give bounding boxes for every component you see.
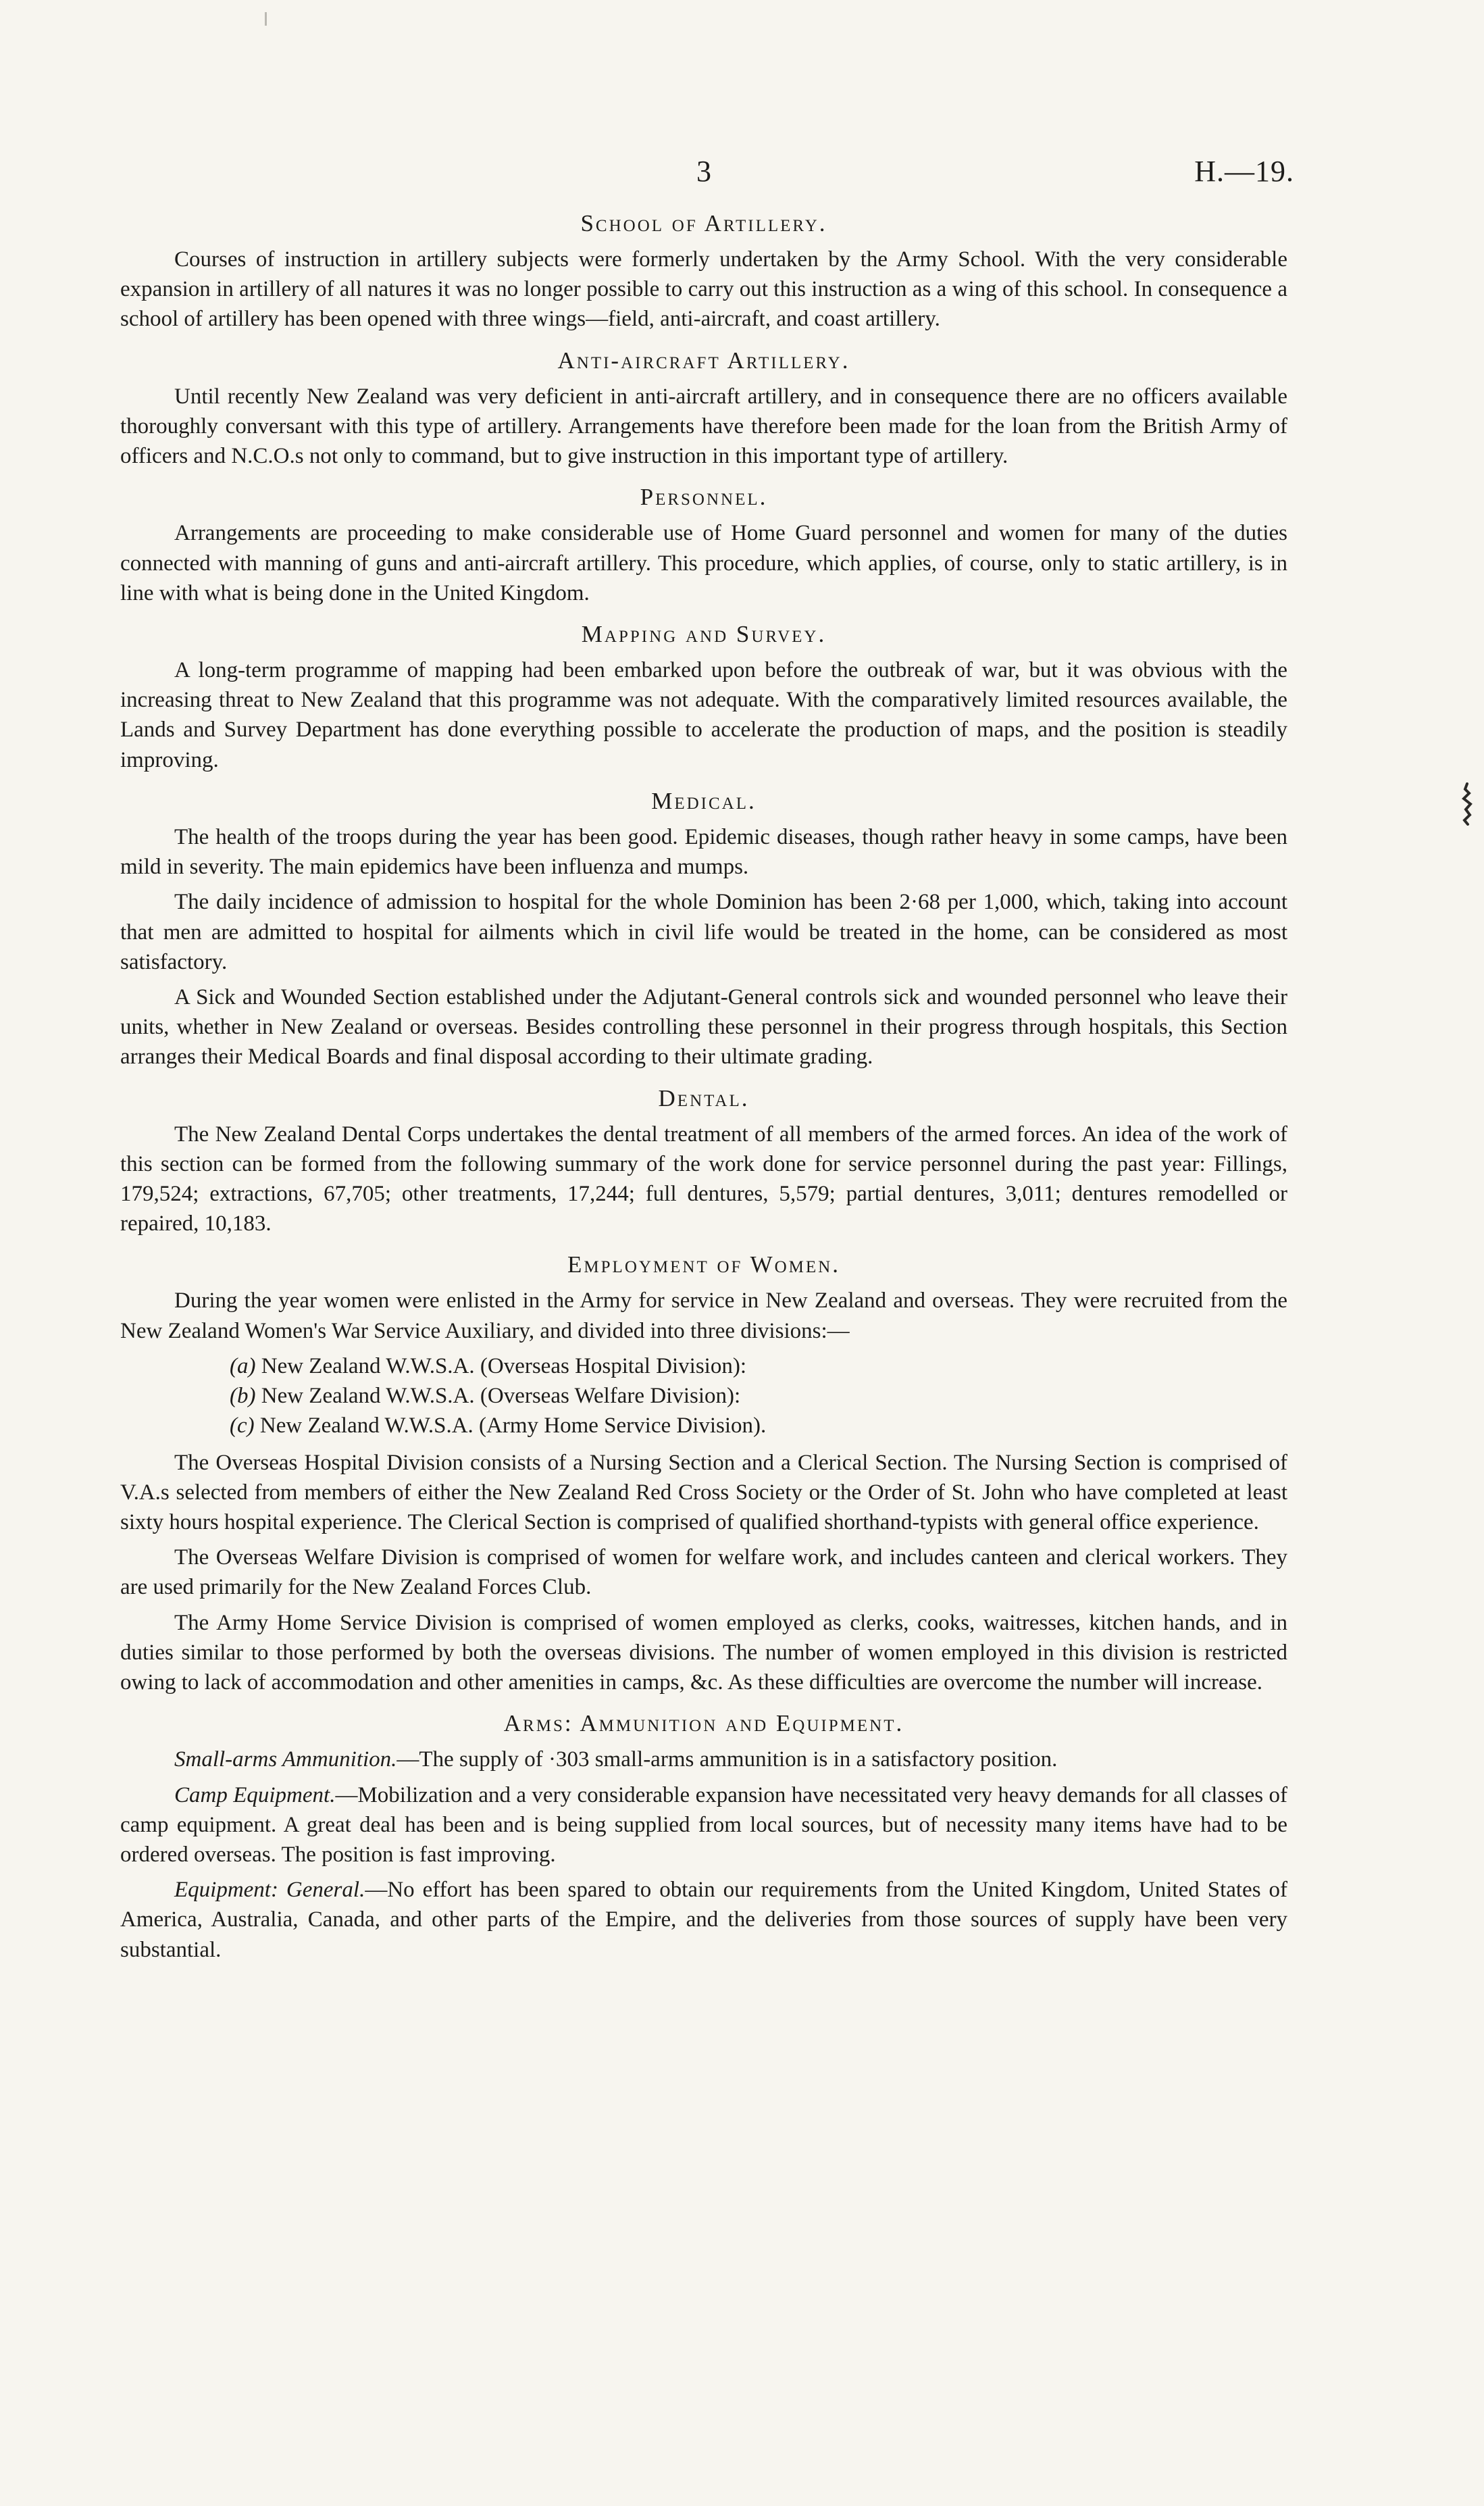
list-item: [230, 1411, 1287, 1440]
page-header: [120, 154, 1294, 209]
section-anti-aircraft-artillery: [120, 347, 1287, 472]
section-employment-of-women: [120, 1251, 1287, 1697]
paragraph-text: —No effort has been spared to obtain our requirements from the United Kingdom, United States of America, Australia, Canada, and other parts of the Empire, and the deliveries from those sources of supply have been very substantial.: [120, 1878, 1287, 1962]
section-personnel: [120, 483, 1287, 608]
paragraph: A long-term programme of mapping had been embarked upon before the outbreak of war, but it was obvious with the increasing threat to New Zealand that this programme was not adequate. With the comparatively limited resources available, the Lands and Survey Department has done everything possible to accelerate the production of maps, and the position is steadily improving.: [120, 657, 1287, 772]
paragraph: The health of the troops during the year has been good. Epidemic diseases, though rather heavy in some camps, have been mild in severity. The main epidemics have been influenza and mumps.: [120, 824, 1287, 880]
paragraph: The Army Home Service Division is comprised of women employed as clerks, cooks, waitresses, kitchen hands, and in duties similar to those performed by both the overseas divisions. The number of women employed in this division is restricted owing to lack of accommodation and other amenities in camps, &c. As these difficulties are overcome the number will increase.: [120, 1610, 1287, 1695]
section-school-of-artillery: [120, 209, 1287, 334]
section-heading: Personnel.: [640, 484, 768, 511]
section-heading: School of Artillery.: [580, 210, 827, 236]
paragraph-lead: Camp Equipment.: [174, 1782, 336, 1807]
section-dental: [120, 1084, 1287, 1239]
list-item-text: New Zealand W.W.S.A. (Army Home Service Division).: [259, 1413, 767, 1438]
paragraph: During the year women were enlisted in the Army for service in New Zealand and overseas. They were recruited from the New Zealand Women's War Service Auxiliary, and divided into three divisions:—: [120, 1288, 1287, 1343]
list-item-text: New Zealand W.W.S.A. (Overseas Welfare Division):: [261, 1384, 741, 1409]
section-arms-ammunition-equipment: [120, 1709, 1287, 1965]
paragraph: [120, 1745, 1287, 1774]
section-heading: Mapping and Survey.: [581, 620, 827, 647]
list-marker: (c): [230, 1413, 255, 1438]
margin-ink-mark: [1460, 782, 1475, 826]
section-heading: Anti-aircraft Artillery.: [557, 347, 850, 374]
page-number: 3: [696, 155, 711, 188]
division-list: [120, 1351, 1287, 1441]
paragraph: The Overseas Welfare Division is comprised of women for welfare work, and includes canteen and clerical workers. They are used primarily for the New Zealand Forces Club.: [120, 1545, 1287, 1600]
document-code: H.—19.: [1194, 155, 1294, 188]
section-heading: Dental.: [658, 1084, 750, 1111]
paragraph: [120, 1780, 1287, 1870]
paragraph: Until recently New Zealand was very deficient in anti-aircraft artillery, and in consequence there are no officers available thoroughly conversant with this type of artillery. Arrangements have therefore been made for the loan from the British Army of officers and N.C.O.s not only to command, but to give instruction in this important type of artillery.: [120, 384, 1287, 469]
document-page: [120, 0, 1294, 2506]
section-heading: Employment of Women.: [567, 1251, 840, 1278]
section-mapping-and-survey: [120, 620, 1287, 775]
paragraph: A Sick and Wounded Section established under the Adjutant-General controls sick and wounded personnel who leave their units, whether in New Zealand or overseas. Besides controlling these personnel in their progress through hospitals, this Section arranges their Medical Boards and final disposal according to their ultimate grading.: [120, 984, 1287, 1070]
paragraph: The daily incidence of admission to hospital for the whole Dominion has been 2·68 per 1,000, which, taking into account that men are admitted to hospital for ailments which in civil life would be treated in the home, can be considered as most satisfactory.: [120, 890, 1287, 974]
list-item-text: New Zealand W.W.S.A. (Overseas Hospital Division):: [261, 1353, 746, 1378]
paragraph: The New Zealand Dental Corps undertakes the dental treatment of all members of the armed forces. An idea of the work of this section can be formed from the following summary of the work done for service personnel during the past year: Fillings, 179,524; extractions, 67,705; other treatments, 17,244; full dentures, 5,579; partial dentures, 3,011; dentures remodelled or repaired, 10,183.: [120, 1122, 1287, 1236]
paragraph-text: —The supply of ·303 small-arms ammunition is in a satisfactory position.: [396, 1747, 1058, 1772]
paragraph: [120, 1875, 1287, 1965]
list-item: [230, 1381, 1287, 1411]
list-marker: (b): [230, 1384, 256, 1409]
list-marker: (a): [230, 1353, 256, 1378]
section-heading: Arms: Ammunition and Equipment.: [503, 1710, 904, 1737]
paragraph-lead: Equipment: General.: [174, 1878, 365, 1903]
list-item: [230, 1351, 1287, 1381]
paragraph: The Overseas Hospital Division consists of a Nursing Section and a Clerical Section. The Nursing Section is comprised of V.A.s selected from members of either the New Zealand Red Cross Society or the Order of St. John who have completed at least sixty hours hospital experience. The Clerical Section is comprised of qualified shorthand-typists with general office experience.: [120, 1450, 1287, 1534]
paragraph-text: —Mobilization and a very considerable expansion have necessitated very heavy demands for all classes of camp equipment. A great deal has been and is being supplied from local sources, but of necessity many items have had to be ordered overseas. The position is fast improving.: [120, 1782, 1287, 1867]
paragraph: Arrangements are proceeding to make considerable use of Home Guard personnel and women for many of the duties connected with manning of guns and anti-aircraft artillery. This procedure, which applies, of course, only to static artillery, is in line with what is being done in the United Kingdom.: [120, 521, 1287, 605]
paragraph-lead: Small-arms Ammunition.: [174, 1747, 397, 1772]
section-heading: Medical.: [651, 787, 757, 814]
paragraph: Courses of instruction in artillery subjects were formerly undertaken by the Army School. With the very considerable expansion in artillery of all natures it was no longer possible to carry out this instruction as a wing of this school. In consequence a school of artillery has been opened with three wings—field, anti-aircraft, and coast artillery.: [120, 247, 1287, 332]
section-medical: [120, 787, 1287, 1072]
